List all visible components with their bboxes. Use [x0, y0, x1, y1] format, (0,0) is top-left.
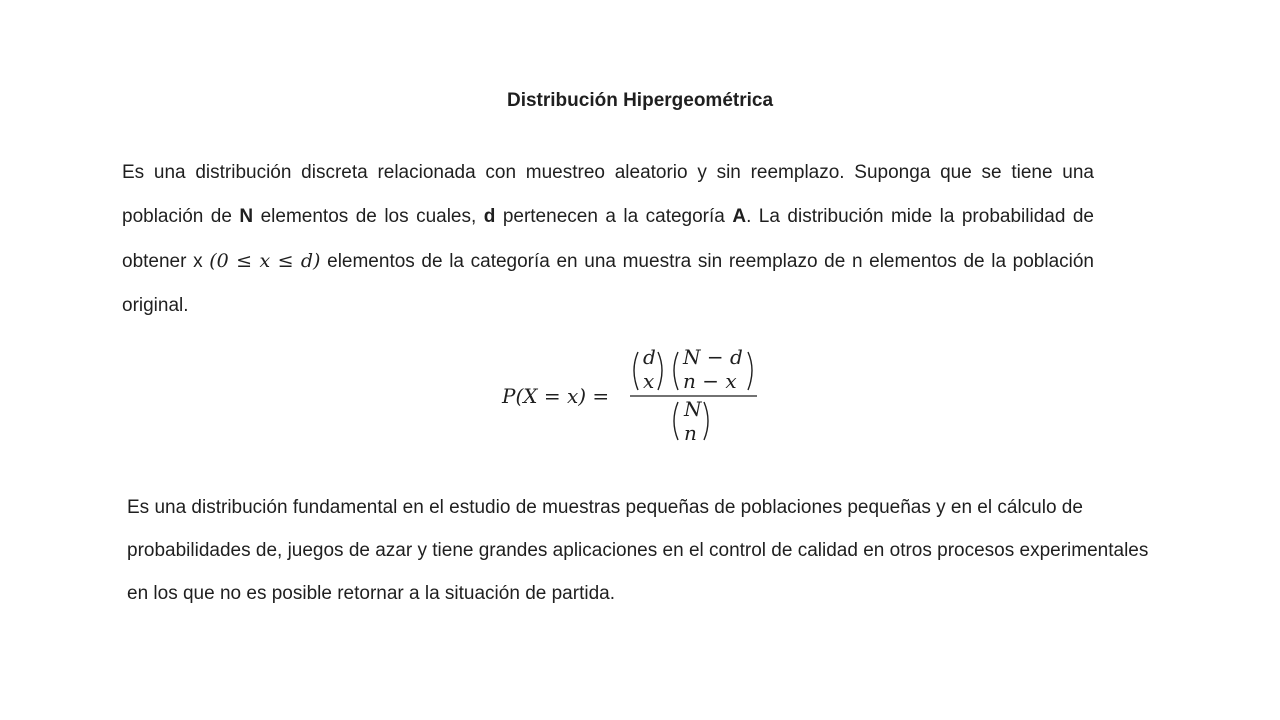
para1-text-e: elementos de la categoría en una muestra sin reemplazo de n elementos de la población original. [122, 251, 1094, 316]
para1-text-a: Es una distribución discreta relacionada con muestreo aleatorio y sin reemplazo. Suponga que se tiene una población de [122, 162, 1094, 227]
num-binom1-top: d [643, 345, 656, 369]
num-binom1-bottom: x [643, 369, 655, 393]
para1-text-d: . La distribución mide la probabilidad de obtener x [122, 206, 1094, 272]
den-binom-bottom: n [684, 421, 697, 445]
slide-title: Distribución Hipergeométrica [506, 90, 774, 111]
num-binom1-left-paren [634, 352, 638, 390]
den-binom-top: N [684, 397, 702, 421]
den-binom-left-paren [674, 402, 678, 440]
para1-bold-N: N [239, 206, 254, 227]
para1-bold-d: d [483, 206, 496, 227]
num-binom2-top: N − d [683, 345, 743, 369]
inline-math-range: (0 ≤ x ≤ d) [209, 250, 321, 272]
definition-paragraph [122, 151, 1094, 328]
formula-lhs: P(X = x) = [502, 384, 610, 408]
den-binom-right-paren [704, 402, 708, 440]
para1-text-b: elementos de los cuales, [253, 206, 484, 227]
num-binom2-right-paren [748, 352, 752, 390]
num-binom2-left-paren [674, 352, 678, 390]
hypergeometric-formula [500, 340, 780, 450]
para1-bold-A: A [732, 206, 747, 227]
num-binom1-right-paren [658, 352, 662, 390]
num-binom2-bottom: n − x [683, 369, 737, 393]
formula-svg [500, 340, 780, 450]
para1-text-c: pertenecen a la categoría [495, 206, 733, 227]
applications-paragraph: Es una distribución fundamental en el estudio de muestras pequeñas de poblaciones pequeñas y en el cálculo de probabilidades de, juegos de azar y tiene grandes aplicaciones en el control de calidad en otros procesos experimentales en los que no es posible retornar a la situación de partida. [127, 497, 1149, 604]
